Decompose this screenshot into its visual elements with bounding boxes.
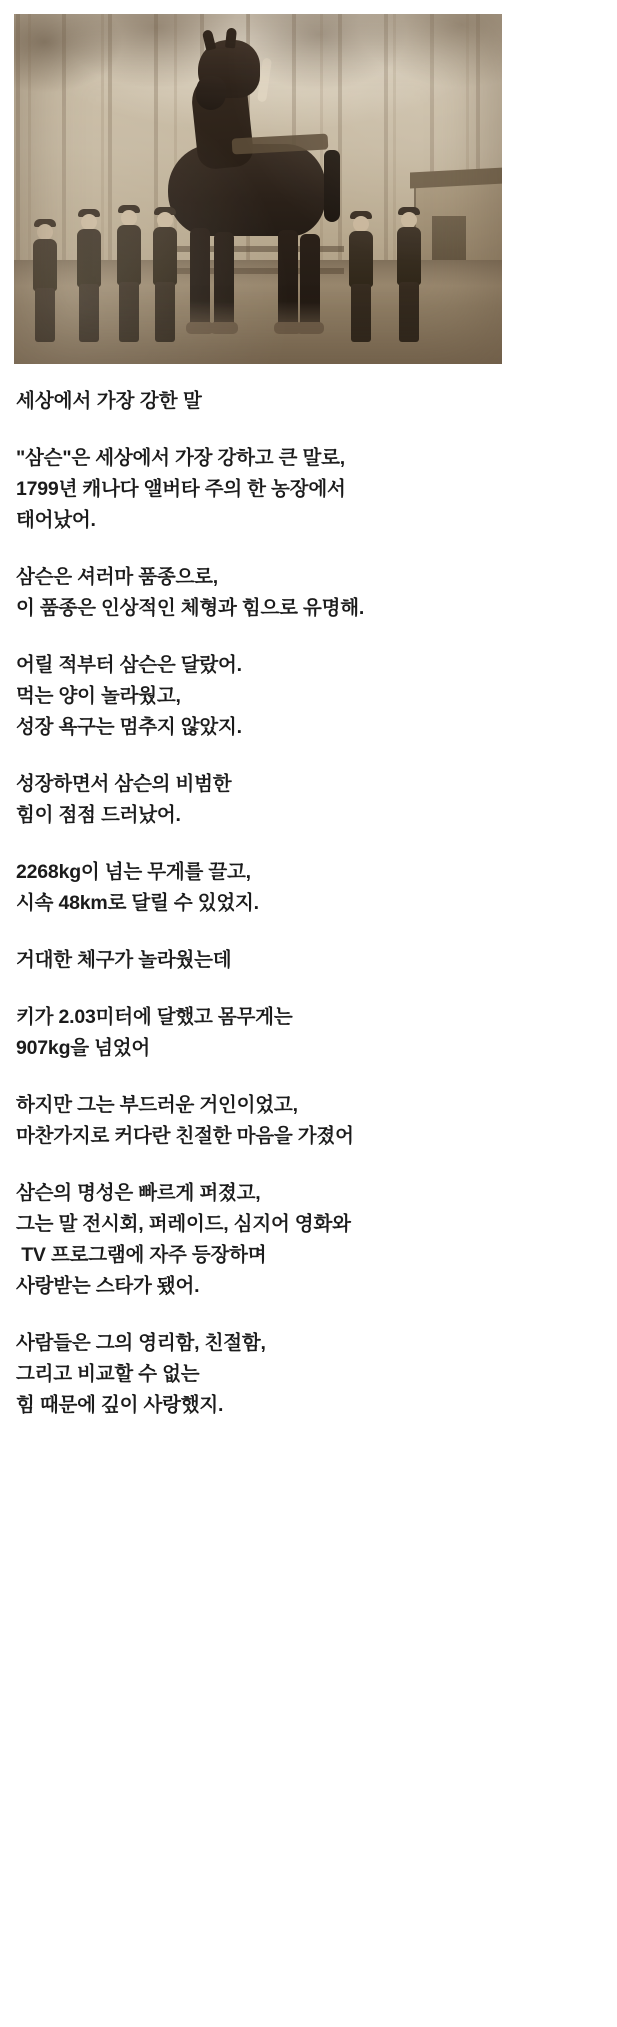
legs [351, 284, 371, 342]
text-line: 거대한 체구가 놀라웠는데 [16, 949, 232, 971]
head [353, 216, 369, 232]
person-figure [392, 212, 426, 342]
text-line: 마찬가지로 커다란 친절한 마음을 가졌어 [16, 1125, 354, 1147]
torso [117, 225, 141, 285]
paragraph [16, 769, 601, 831]
text-line: 삼슨의 명성은 빠르게 퍼졌고, [16, 1182, 261, 1204]
paragraph [16, 562, 601, 624]
head [157, 212, 173, 228]
text-line: 사람들은 그의 영리함, 친절함, [16, 1332, 266, 1354]
horse-blaze [257, 58, 272, 103]
text-line: 삼슨은 셔러마 품종으로, [16, 566, 219, 588]
text-line: "삼슨"은 세상에서 가장 강하고 큰 말로, [16, 447, 345, 469]
text-line: 이 품종은 인상적인 체형과 힘으로 유명해. [16, 597, 365, 619]
torso [397, 227, 421, 285]
person-figure [344, 216, 378, 342]
article-body [14, 364, 603, 1451]
horse-leg-back-right [300, 234, 320, 332]
paragraph [16, 1002, 601, 1064]
text-line: 힘 때문에 깊이 사랑했지. [16, 1394, 224, 1416]
paragraph [16, 1328, 601, 1421]
head [81, 214, 97, 230]
horse-ear-right [225, 28, 237, 49]
torso [33, 239, 57, 291]
text-line: 1799년 캐나다 앨버타 주의 한 농장에서 [16, 478, 346, 500]
legs [119, 282, 139, 342]
paragraph [16, 650, 601, 743]
head [401, 212, 417, 228]
text-line: 태어났어. [16, 509, 96, 531]
torso [349, 231, 373, 287]
legs [79, 284, 99, 342]
text-line: 2268kg이 넘는 무게를 끌고, [16, 861, 251, 883]
horse-leg-front-right [214, 232, 234, 332]
text-line: 사랑받는 스타가 됐어. [16, 1275, 200, 1297]
text-line: 907kg을 넘었어 [16, 1037, 151, 1059]
text-line: 먹는 양이 놀라웠고, [16, 685, 181, 707]
legs [399, 282, 419, 342]
person-figure [72, 214, 106, 342]
horse-leg-back-left [278, 230, 298, 332]
torso [77, 229, 101, 287]
horse-ear-left [202, 29, 217, 51]
text-line: 시속 48km로 달릴 수 있었지. [16, 892, 259, 914]
hoof [296, 322, 324, 334]
text-line: 성장하면서 삼슨의 비범한 [16, 773, 232, 795]
text-line: 하지만 그는 부드러운 거인이었고, [16, 1094, 298, 1116]
text-line: 키가 2.03미터에 달했고 몸무게는 [16, 1006, 293, 1028]
paragraph [16, 443, 601, 536]
legs [155, 282, 175, 342]
head [121, 210, 137, 226]
text-line: 성장 욕구는 멈추지 않았지. [16, 716, 242, 738]
text-line: 그리고 비교할 수 없는 [16, 1363, 200, 1385]
text-line: 어릴 적부터 삼슨은 달랐어. [16, 654, 242, 676]
text-line: TV 프로그램에 자주 등장하며 [16, 1244, 267, 1266]
article-photo [14, 14, 502, 364]
paragraph [16, 1090, 601, 1152]
paragraph [16, 945, 601, 976]
horse-tail [324, 150, 340, 222]
legs [35, 288, 55, 342]
paragraph [16, 857, 601, 919]
head [37, 224, 53, 240]
page-title: 세상에서 가장 강한 말 [16, 390, 202, 412]
text-line: 그는 말 전시회, 퍼레이드, 심지어 영화와 [16, 1213, 351, 1235]
person-figure [112, 210, 146, 342]
text-line: 힘이 점점 드러났어. [16, 804, 181, 826]
person-figure [28, 224, 62, 342]
horse-leg-front-left [190, 228, 210, 332]
torso [153, 227, 177, 285]
person-figure [148, 212, 182, 342]
hoof [210, 322, 238, 334]
photo-background [14, 14, 502, 364]
paragraph [16, 1178, 601, 1302]
